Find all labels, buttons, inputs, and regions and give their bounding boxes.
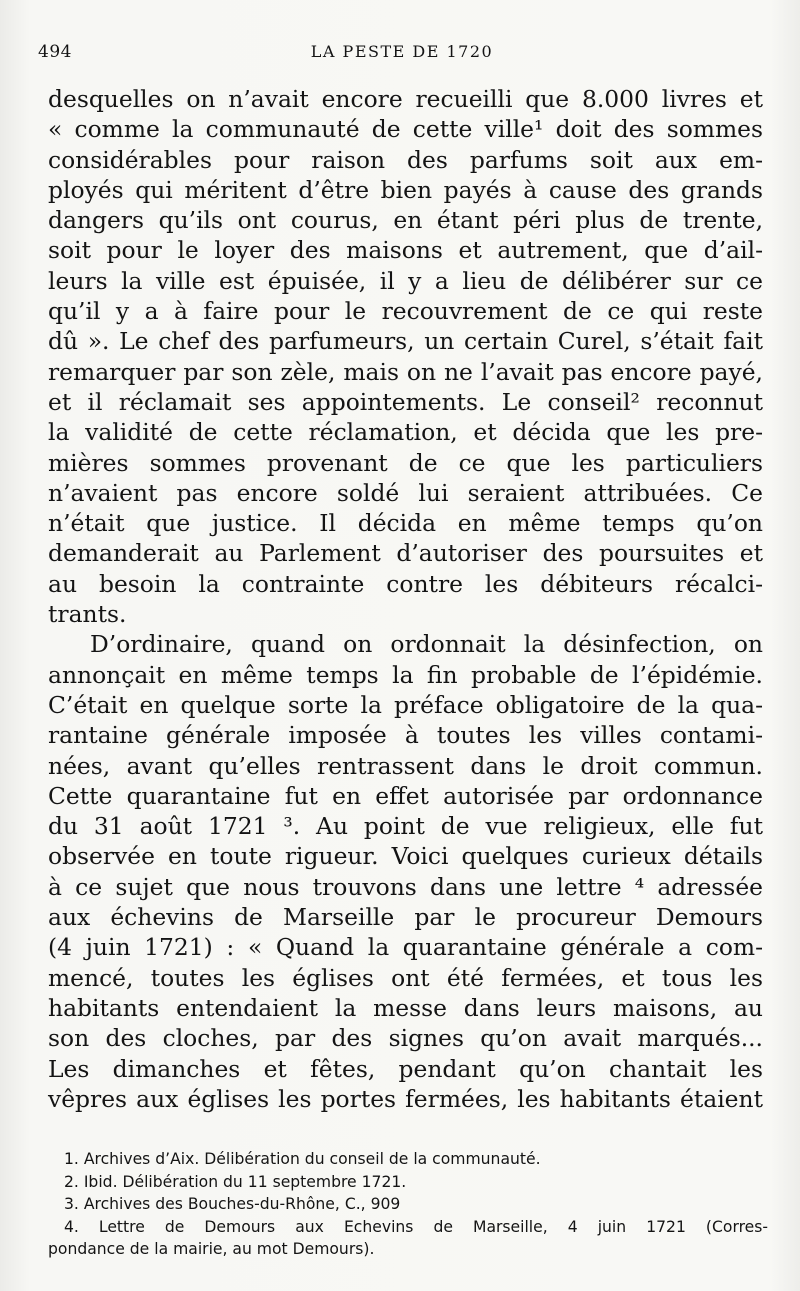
text-line: et il réclamait ses appointements. Le conseil² reconnut	[48, 387, 763, 416]
text-line: considérables pour raison des parfums soit aux em-	[48, 145, 763, 174]
text-line: n’avaient pas encore soldé lui seraient attribuées. Ce	[48, 478, 763, 507]
text-line: « comme la communauté de cette ville¹ doit des sommes	[48, 115, 763, 144]
text-line: n’était que justice. Il décida en même temps qu’on	[48, 509, 763, 538]
text-line: la validité de cette réclamation, et décida que les pre-	[48, 418, 763, 447]
text-line: aux échevins de Marseille par le procureur Demours	[48, 903, 763, 932]
text-line: mencé, toutes les églises ont été fermées, et tous les	[48, 963, 763, 992]
text-line: rantaine générale imposée à toutes les villes contami-	[48, 721, 763, 750]
text-line: D’ordinaire, quand on ordonnait la désinfection, on	[90, 630, 763, 659]
text-line: demanderait au Parlement d’autoriser des poursuites et	[48, 539, 763, 568]
running-title: LA PESTE DE 1720	[310, 42, 494, 61]
text-line: son des cloches, par des signes qu’on avait marqués...	[48, 1024, 763, 1053]
text-line: au besoin la contrainte contre les débiteurs récalci-	[48, 569, 763, 598]
text-line: annonçait en même temps la fin probable de l’épidémie.	[48, 660, 763, 689]
text-line: Les dimanches et fêtes, pendant qu’on chantait les	[48, 1054, 763, 1083]
text-line: du 31 août 1721 ³. Au point de vue religieux, elle fut	[48, 812, 763, 841]
text-line: (4 juin 1721) : « Quand la quarantaine générale a com-	[48, 933, 763, 962]
text-line: ployés qui méritent d’être bien payés à cause des grands	[48, 175, 763, 204]
text-line: leurs la ville est épuisée, il y a lieu de délibérer sur ce	[48, 266, 763, 295]
footnote: 1. Archives d’Aix. Délibération du conseil de la communauté.	[64, 1150, 541, 1168]
text-line: qu’il y a à faire pour le recouvrement de ce qui reste	[48, 297, 763, 326]
text-line: habitants entendaient la messe dans leurs maisons, au	[48, 993, 763, 1022]
text-line: remarquer par son zèle, mais on ne l’avait pas encore payé,	[48, 357, 763, 386]
text-line: soit pour le loyer des maisons et autrement, que d’ail-	[48, 236, 763, 265]
footnote: 4. Lettre de Demours aux Echevins de Marseille, 4 juin 1721 (Corres-	[64, 1217, 768, 1236]
footnote: 2. Ibid. Délibération du 11 septembre 1721.	[64, 1172, 407, 1191]
text-line: observée en toute rigueur. Voici quelques curieux détails	[48, 842, 763, 871]
text-line: nées, avant qu’elles rentrassent dans le droit commun.	[48, 751, 763, 780]
page-number: 494	[38, 42, 72, 62]
text-line: à ce sujet que nous trouvons dans une lettre ⁴ adressée	[48, 872, 763, 901]
body-text	[48, 84, 763, 1114]
footnote-continuation: pondance de la mairie, au mot Demours).	[48, 1240, 375, 1258]
text-line: dangers qu’ils ont courus, en étant péri plus de trente,	[48, 206, 763, 235]
footnotes	[48, 1148, 768, 1261]
footnote: 3. Archives des Bouches-du-Rhône, C., 909	[64, 1195, 401, 1213]
text-line: vêpres aux églises les portes fermées, les habitants étaient	[48, 1084, 763, 1113]
page-header	[38, 38, 766, 66]
text-line: desquelles on n’avait encore recueilli que 8.000 livres et	[48, 85, 763, 113]
text-line: C’était en quelque sorte la préface obligatoire de la qua-	[48, 690, 763, 719]
text-line: Cette quarantaine fut en effet autorisée par ordonnance	[48, 781, 763, 810]
text-line: trants.	[48, 600, 127, 629]
text-line: dû ». Le chef des parfumeurs, un certain Curel, s’était fait	[48, 327, 763, 356]
text-line: mières sommes provenant de ce que les particuliers	[48, 448, 763, 477]
